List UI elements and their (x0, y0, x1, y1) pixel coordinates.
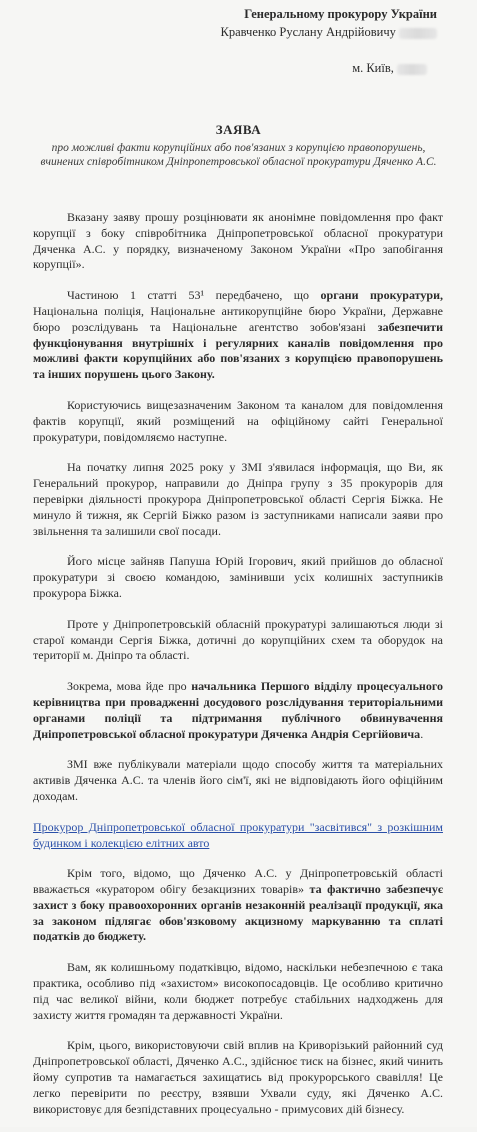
city-line (221, 60, 438, 76)
paragraph (33, 866, 443, 945)
text-run: Національна поліція, Національне антикорупційне бюро України, Державне бюро розслідувань та Національне агентство зобов'язані (33, 303, 443, 334)
paragraph: Його місце зайняв Папуша Юрій Ігорович, який прийшов до обласної прокуратури зі своєю командою, замінивши усіх колишніх заступників прокурора Біжка. (33, 554, 443, 600)
subtitle-line: вчинених співробітником Дніпропетровської обласної прокуратури Дяченко А.С. (40, 156, 437, 168)
paragraph: Крім, цього, використовуючи свій вплив на Криворізький районний суд Дніпропетровської області, Дяченко А.С., здійснює тиск на бізнес, який чинить йому супротив та намагається захищатись від прокурорського свавілля! Це легко перевірити по реєстру, взявши Ухвали суду, які Дяченко А.С. використовує для безпідставних процесуально - примусових дій бізнесу. (33, 1038, 443, 1116)
paragraph: Проте у Дніпропетровській обласній прокуратурі залишаються люди зі старої команди Сергія Біжка, дотичні до корупційних схем та оборудок на території м. Дніпро та області. (33, 616, 443, 663)
document-subtitle (20, 141, 457, 169)
bold-text: забезпечити функціонування внутрішніх і регулярних каналів повідомлення про можливі факти корупційних або пов'язаних з корупцією правопорушень та інших порушень цього Закону. (33, 319, 443, 382)
addressee-title: Генеральному прокурору України (244, 7, 437, 21)
document-body (33, 210, 443, 1132)
addressee-name-line (221, 24, 438, 40)
paragraph: Вам, як колишньому податківцю, відомо, наскільки небезпечною є така практика, особливо під «захистом» високопосадовців. Це особливо критично під час великої війни, коли бюджет потребує стабільних надходжень для захисту життя громадян та державності України. (33, 960, 443, 1022)
bold-text: начальника Першого відділу процесуального керівництва при провадженні досудового розслідування територіальними органами поліції та підтримання публічного обвинувачення Дніпропетровської обласної прокуратури Дяченка Андрія Сергійовича (33, 679, 443, 741)
redacted-blur (399, 28, 437, 39)
addressee-name: Кравченко Руслану Андрійовичу (220, 25, 396, 39)
paragraph (33, 288, 443, 383)
text-run: Крім того, відомо, що Дяченко А.С. у Дніпропетровській області вважається «куратором обігу безакцизних товарів» (33, 866, 443, 897)
text-run: Зокрема, мова йде про (67, 679, 192, 694)
paragraph: Користуючись вищезазначеним Законом та каналом для повідомлення фактів корупції, який розміщений на офіційному сайті Генеральної прокуратури, повідомляємо наступне. (33, 397, 443, 444)
city: м. Київ, (352, 61, 394, 75)
text-run: . (420, 726, 424, 741)
subtitle-line: про можливі факти корупційних або пов'язаних з корупцією правопорушень, (51, 142, 426, 154)
paragraph: Вказану заяву прошу розцінювати як анонімне повідомлення про факт корупції з боку співробітника Дніпропетровської обласної прокуратури Дяченка А.С. у порядку, визначеному Законом України «Про запобігання корупції». (33, 210, 443, 272)
paragraph (33, 679, 443, 742)
document-title: ЗАЯВА (215, 122, 262, 137)
addressee-block (221, 6, 438, 76)
bold-text: та фактично забезпечує захист з боку правоохоронних органів незаконній реалізації продукції, яка за законом підлягає обов'язковому акцизному маркуванню та сплаті податків до бюджету. (33, 882, 443, 944)
redacted-blur (397, 64, 427, 75)
text-run: Частиною 1 статті 53¹ передбачено, що (67, 288, 321, 303)
bold-text: органи прокуратури, (320, 288, 443, 303)
paragraph: ЗМІ вже публікували матеріали щодо способу життя та матеріальних активів Дяченка А.С. та членів його сім'ї, які не відповідають його офіційним доходам. (33, 757, 443, 803)
paragraph: На початку липня 2025 року у ЗМІ з'явилася інформація, що Ви, як Генеральний прокурор, направили до Дніпра групу з 35 прокурорів для перевірки діяльності прокурора Дніпропетровської області Сергія Біжка. Не минуло й тижня, як Сергій Біжко разом із заступниками написали заяви про звільнення та залишили свої посади. (33, 460, 443, 538)
news-link[interactable]: Прокурор Дніпропетровської обласної прокуратури "засвітився" з розкішним будинком і колекцією елітних авто (33, 819, 443, 850)
